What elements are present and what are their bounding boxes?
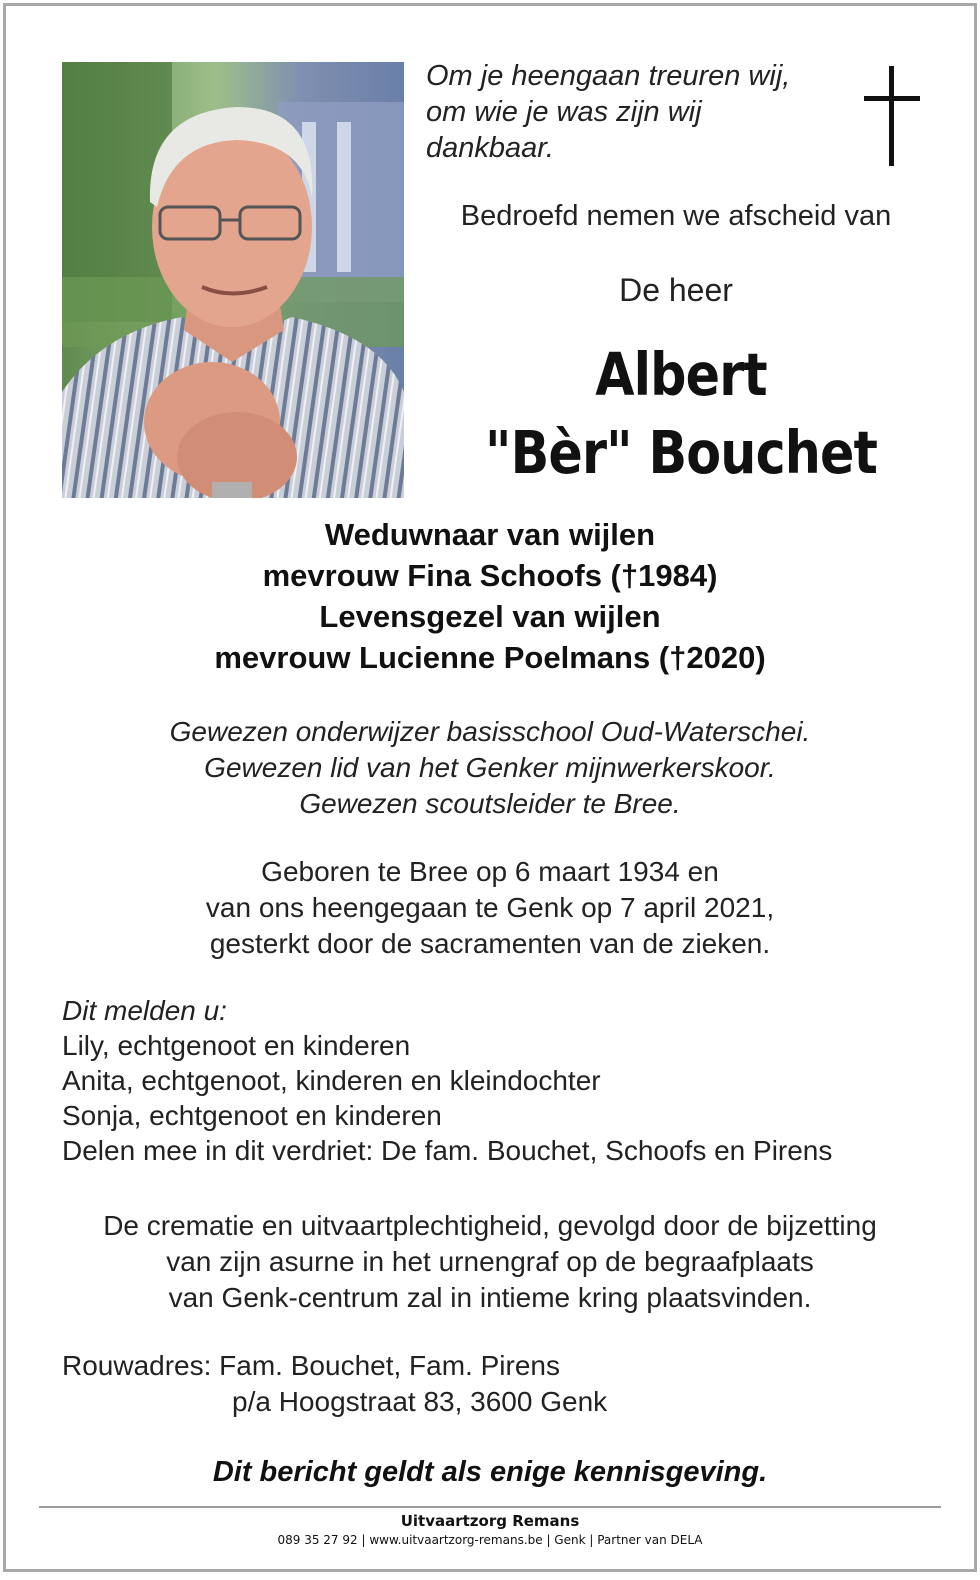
divider [39, 1506, 941, 1508]
portrait-photo [62, 62, 404, 498]
dates-line: gesterkt door de sacramenten van de zieken. [209, 928, 771, 959]
intro-text: Bedroefd nemen we afscheid van [460, 200, 892, 232]
address-line-1: Rouwadres: Fam. Bouchet, Fam. Pirens [62, 1350, 560, 1381]
relation-line: Weduwnaar van wijlen [324, 517, 656, 552]
ceremony-line: van zijn asurne in het urnengraf op de begraafplaats [166, 1246, 814, 1277]
obituary-card [3, 3, 977, 1572]
announcer-line: Lily, echtgenoot en kinderen [62, 1030, 411, 1061]
relation-line: Levensgezel van wijlen [319, 599, 661, 634]
career [6, 714, 974, 822]
dates-line: Geboren te Bree op 6 maart 1934 en [261, 856, 719, 887]
career-line: Gewezen scoutsleider te Bree. [299, 788, 681, 819]
career-line: Gewezen onderwijzer basisschool Oud-Waterschei. [169, 716, 811, 747]
nickname-last-name: "Bèr" Bouchet [485, 418, 877, 487]
funeral-home-details: 089 35 27 92 | www.uitvaartzorg-remans.be | Genk | Partner van DELA [277, 1533, 703, 1547]
cross-icon [862, 66, 922, 166]
first-name: Albert [595, 340, 767, 409]
ceremony-line: van Genk-centrum zal in intieme kring plaatsvinden. [168, 1282, 812, 1313]
announcers [62, 993, 962, 1168]
relation-line: mevrouw Lucienne Poelmans (†2020) [214, 640, 766, 675]
poem-line: dankbaar. [426, 132, 554, 164]
deceased-name [445, 336, 918, 492]
footer [6, 1511, 974, 1549]
honorific: De heer [619, 272, 733, 308]
life-dates [6, 854, 974, 962]
career-line: Gewezen lid van het Genker mijnwerkerskoor. [204, 752, 776, 783]
announcer-line: Delen mee in dit verdriet: De fam. Bouchet, Schoofs en Pirens [62, 1135, 833, 1166]
poem-line: om wie je was zijn wij [426, 96, 702, 128]
relations [6, 514, 974, 678]
ceremony-line: De crematie en uitvaartplechtigheid, gevolgd door de bijzetting [103, 1210, 877, 1241]
mourning-address [62, 1348, 922, 1420]
funeral-home-name: Uitvaartzorg Remans [400, 1512, 580, 1530]
poem [426, 58, 846, 166]
dates-line: van ons heengegaan te Genk op 7 april 2021, [205, 892, 775, 923]
notice: Dit bericht geldt als enige kennisgeving. [212, 1456, 768, 1488]
announcer-line: Anita, echtgenoot, kinderen en kleindochter [62, 1065, 601, 1096]
relation-line: mevrouw Fina Schoofs (†1984) [262, 558, 718, 593]
announcers-label: Dit melden u: [62, 995, 227, 1026]
announcer-line: Sonja, echtgenoot en kinderen [62, 1100, 442, 1131]
ceremony [6, 1208, 974, 1316]
poem-line: Om je heengaan treuren wij, [426, 60, 791, 92]
address-line-2: p/a Hoogstraat 83, 3600 Genk [232, 1386, 608, 1417]
